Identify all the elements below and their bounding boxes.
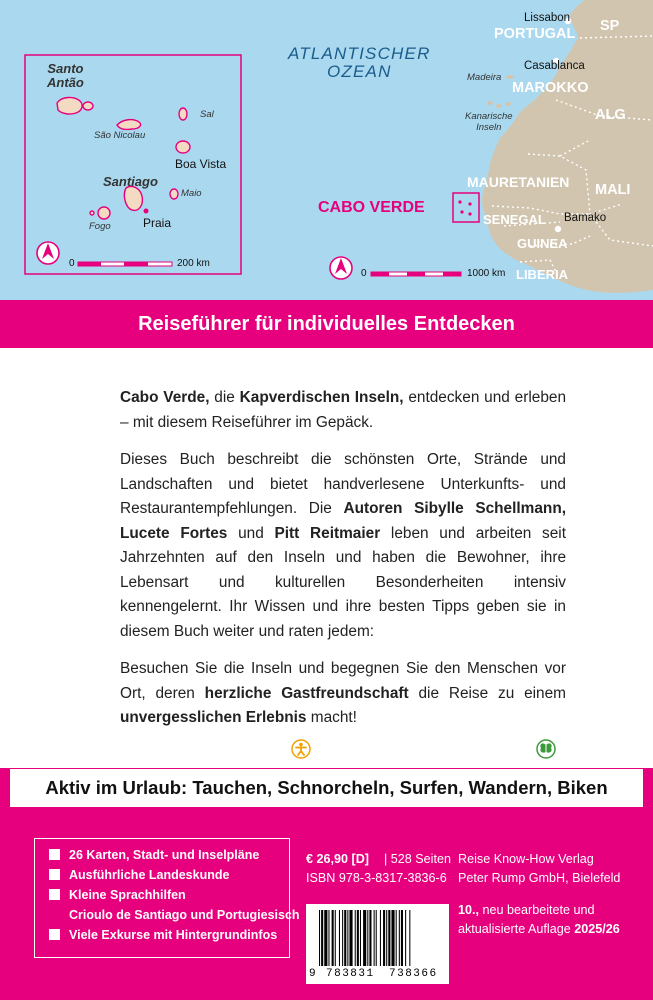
label-alg: ALG [595, 107, 626, 123]
feature-label: Kleine Sprachhilfen [69, 888, 186, 902]
barcode-bar [405, 910, 406, 966]
compass-inset-icon [37, 242, 59, 264]
desc-p2-bold-2: Pitt Reitmaier [274, 524, 381, 542]
label-guinea: GUINEA [517, 236, 568, 251]
barcode-bar [374, 910, 375, 966]
desc-p1-bold-1: Cabo Verde, [120, 389, 210, 406]
checkbox-icon [49, 929, 60, 940]
publisher-line-2: Peter Rump GmbH, Bielefeld [458, 871, 621, 885]
label-santo: Santo [47, 61, 84, 76]
ocean-label-line1: ATLANTISCHER [288, 44, 431, 63]
extra-tips-kinder: Extra-Tipps für Kinder [90, 740, 281, 760]
desc-paragraph-1 [120, 386, 566, 435]
feature-label: Ausführliche Landeskunde [69, 868, 230, 882]
barcode-bar [360, 910, 361, 966]
label-lissabon: Lissabon [524, 12, 571, 24]
ocean-label-line2: OZEAN [327, 62, 392, 81]
barcode-bar [396, 910, 397, 966]
child-icon [291, 739, 311, 759]
barcode-bar [383, 910, 385, 966]
label-santo-antao [47, 62, 84, 90]
butterfly-icon [536, 739, 556, 759]
label-boa-vista: Boa Vista [175, 157, 227, 171]
label-praia: Praia [143, 216, 172, 230]
label-bamako: Bamako [564, 212, 607, 224]
map-area [0, 0, 653, 300]
feature-item [49, 928, 277, 942]
label-senegal: SENEGAL [483, 212, 546, 227]
desc-paragraph-2 [120, 448, 566, 644]
ocean-label [288, 45, 431, 81]
desc-p2-text-3: leben und arbeiten seit Jahrzehnten auf den Inseln und haben die Bewohner, ihre Lebensart und kulturellen Besonderheiten intensiv kennengelernt. Ihr Wissen und ihre besten Tipps geben sie in diesem Buch weiter und raten jedem: [120, 524, 567, 640]
checkbox-icon [49, 869, 60, 880]
aktiv-bar: Aktiv im Urlaub: Tauchen, Schnorcheln, Surfen, Wandern, Biken [10, 769, 643, 807]
edition-year: 2025/26 [574, 922, 620, 936]
barcode-digit-1: 9 [309, 968, 316, 980]
scale-main-zero: 0 [361, 268, 367, 279]
barcode-group-1: 783831 [326, 968, 375, 980]
feature-item [49, 868, 229, 882]
barcode-bar [391, 910, 394, 966]
desc-p2-bold-1: Autoren Sibylle Schellmann, Lucete Fortes [120, 500, 566, 542]
label-mali: MALI [595, 182, 631, 198]
barcode-bar [324, 910, 327, 966]
label-portugal: PORTUGAL [494, 26, 576, 42]
barcode-bar [401, 910, 403, 966]
barcode-bar [363, 910, 366, 966]
desc-p2-text-1: Dieses Buch beschreibt die schönsten Orte, Strände und Landschaften und bietet handverlesene Unterkunfts- und Restaurantempfehlungen. Die [120, 451, 566, 517]
desc-p3-bold-2: unvergesslichen Erlebnis [120, 709, 307, 726]
barcode-bar [344, 910, 346, 966]
barcode-bar [357, 910, 359, 966]
label-kanarische [465, 111, 513, 133]
scale-bar-main [371, 272, 461, 276]
barcode-bar [386, 910, 387, 966]
label-santiago: Santiago [103, 174, 158, 189]
extra-tips-natur: und für Naturerlebnisse [322, 740, 526, 760]
barcode-bar [335, 910, 336, 966]
barcode-bar [369, 910, 371, 966]
checkbox-icon [49, 849, 60, 860]
edition-number: 10., [458, 903, 480, 917]
feature-label: Crioulo de Santiago und Portugiesisch [69, 908, 300, 922]
publisher-line-1: Reise Know-How Verlag [458, 852, 594, 866]
barcode [306, 904, 449, 984]
price: € 26,90 [D] [306, 852, 369, 866]
description-text [120, 386, 566, 744]
feature-item [49, 888, 186, 902]
checkbox-icon [49, 889, 60, 900]
label-liberia: LIBERIA [516, 267, 568, 282]
isbn: ISBN 978-3-8317-3836-6 [306, 871, 447, 885]
scale-main-max: 1000 km [467, 268, 506, 279]
scale-inset-max: 200 km [177, 258, 210, 269]
desc-p3-bold-1: herzliche Gastfreundschaft [204, 684, 409, 702]
label-madeira: Madeira [467, 72, 502, 83]
desc-p1-text-1: die [209, 389, 240, 406]
desc-p3-text-1: Besuchen Sie die Inseln und begegnen Sie den Menschen vor Ort, deren [120, 660, 566, 702]
edition-line-1 [458, 903, 595, 917]
barcode-bar [367, 910, 368, 966]
band-title: Reiseführer für individuelles Entdecken [138, 313, 515, 335]
barcode-bar [339, 910, 340, 966]
label-kanarische-1: Kanarische [465, 111, 513, 122]
desc-p2-text-2: und [227, 524, 275, 542]
feature-label: Viele Exkurse mit Hintergrundinfos [69, 928, 278, 942]
desc-p1-text-2: entdecken und erleben – mit diesem Reiseführer im Gepäck. [120, 389, 567, 431]
barcode-bar [321, 910, 323, 966]
desc-p1-bold-2: Kapverdischen Inseln, [239, 389, 404, 406]
barcode-bar [409, 910, 410, 966]
feature-item [49, 848, 259, 862]
label-mauretanien: MAURETANIEN [467, 174, 570, 190]
edition-line-2 [458, 922, 620, 936]
barcode-bar [399, 910, 400, 966]
label-fogo: Fogo [89, 221, 111, 232]
compass-main-icon [330, 257, 352, 279]
barcode-bar [355, 910, 356, 966]
barcode-group-2: 738366 [389, 968, 438, 980]
barcode-bar [380, 910, 381, 966]
page-count: | 528 Seiten [384, 852, 451, 866]
scale-bar-inset [78, 262, 172, 266]
label-cabo-verde: CABO VERDE [318, 199, 425, 216]
label-casablanca: Casablanca [524, 60, 585, 72]
feature-item-continuation [69, 908, 300, 922]
desc-paragraph-3 [120, 657, 566, 731]
barcode-bar [347, 910, 348, 966]
barcode-bar [342, 910, 343, 966]
extra-tips-bar [0, 733, 653, 767]
edition-text-1: neu bearbeitete und [479, 903, 595, 917]
label-sao-nicolau: São Nicolau [94, 130, 146, 141]
barcode-bar [328, 910, 329, 966]
label-kanarische-2: Inseln [476, 122, 502, 133]
barcode-bar [349, 910, 352, 966]
desc-p3-text-2: die Reise zu einem [408, 684, 566, 702]
label-antao: Antão [47, 75, 84, 90]
barcode-bar [388, 910, 390, 966]
barcode-bar [376, 910, 377, 966]
scale-inset-zero: 0 [69, 258, 75, 269]
edition-text-2: aktualisierte Auflage [458, 922, 575, 936]
label-maio: Maio [181, 188, 202, 199]
label-sal: Sal [200, 109, 214, 120]
barcode-bar [332, 910, 334, 966]
label-marokko: MAROKKO [512, 80, 589, 96]
label-sp: SP [600, 18, 620, 34]
desc-p3-text-3: macht! [306, 709, 357, 726]
barcode-bar [319, 910, 320, 966]
feature-label: 26 Karten, Stadt- und Inselpläne [69, 848, 260, 862]
features-box [34, 838, 300, 958]
